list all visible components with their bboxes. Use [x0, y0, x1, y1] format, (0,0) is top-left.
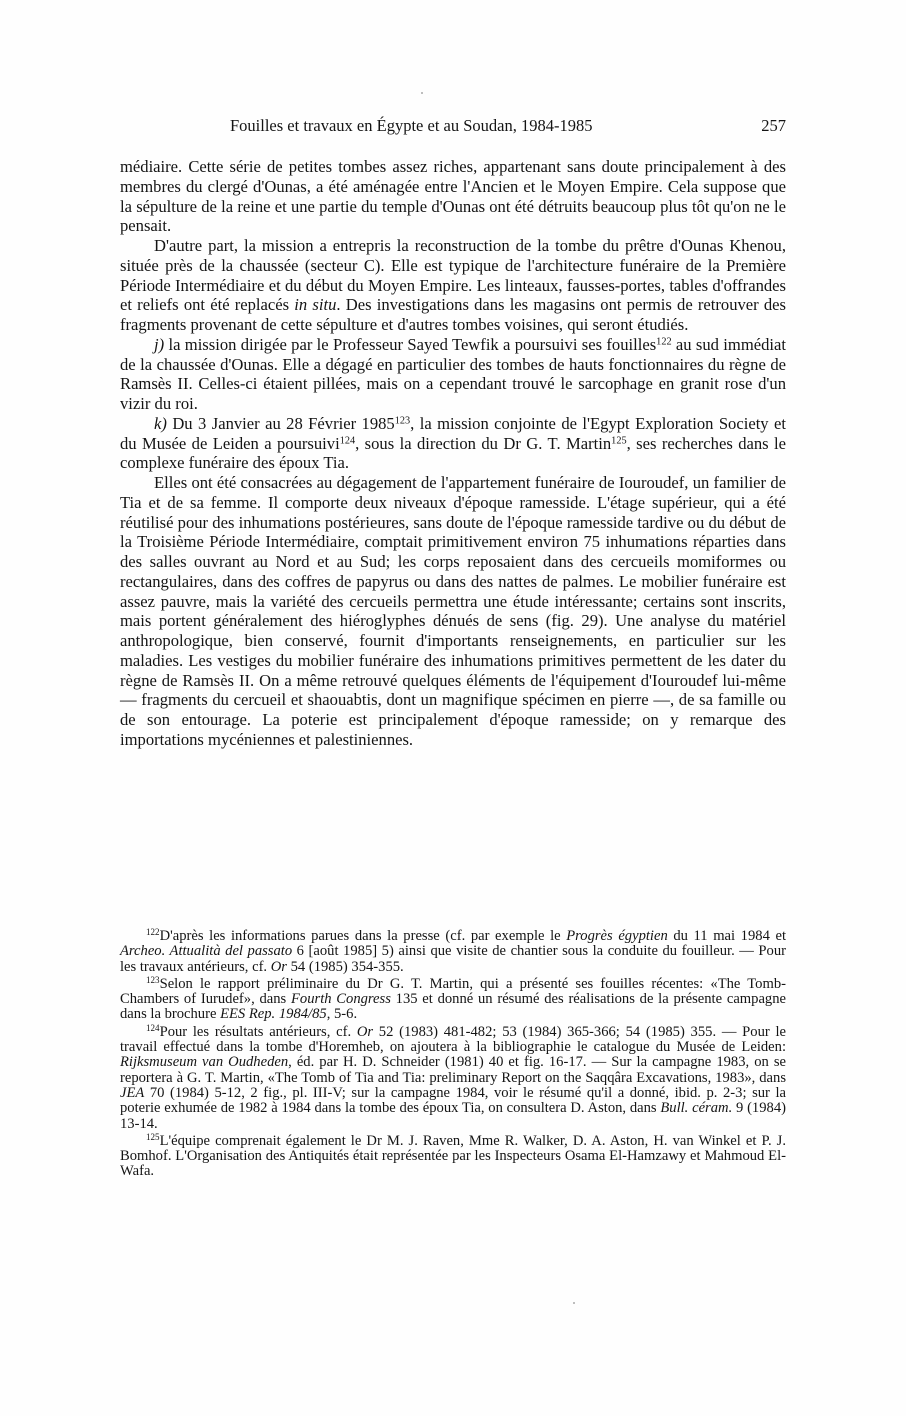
running-header [120, 116, 786, 138]
footnote-ref-123[interactable]: 123 [394, 415, 411, 427]
footnote-124 [120, 1022, 786, 1132]
footnote-number: 125 [146, 1131, 160, 1142]
footnote-number: 122 [146, 927, 160, 938]
scan-speck [573, 1302, 575, 1304]
paragraph-3 [120, 335, 786, 414]
page-number: 257 [761, 116, 786, 135]
footnote-ref-125[interactable]: 125 [611, 434, 627, 446]
italic-title: Or [270, 958, 287, 975]
footnote-number: 123 [146, 974, 160, 985]
running-title: Fouilles et travaux en Égypte et au Soudan, 1984-1985 [230, 116, 593, 135]
italic-title: Archeo. Attualità del passato [120, 943, 293, 960]
italic-title: Or [356, 1023, 374, 1040]
footnote-ref-122[interactable]: 122 [656, 336, 672, 348]
footnotes [120, 929, 786, 1182]
footnote-ref-124[interactable]: 124 [339, 434, 356, 446]
list-label: k) [154, 413, 167, 433]
paragraph-4 [120, 414, 786, 473]
text-run: D'autre part, la mission a entrepris la reconstruction de la tombe du prêtre d'Ounas Khenou, située près de la chaussée (secteur C). Elle est typique de l'architecture funéraire de la Première Période Intermédiaire et du début du Moyen Empire. Les linteaux, fausses-portes, tables d'offrandes et reliefs ont été replacés [120, 236, 786, 315]
text-run: D'après les informations parues dans la presse (cf. par exemple le [159, 928, 567, 944]
text-run: au sud immédiat de la chaussée d'Ounas. Elle a dégagé en particulier des tombes de hauts fonctionnaires du règne de Ramsès II. Celles-ci étaient pillées, mais on a cependant trouvé le sarcophage en granit rose d'un vizir du roi. [120, 334, 786, 413]
italic-title: Fourth Congress [291, 991, 391, 1008]
text-run: la mission dirigée par le Professeur Sayed Tewfik a poursuivi ses fouilles [164, 334, 657, 354]
text-run: Pour les résultats antérieurs, cf. [159, 1023, 357, 1040]
italic-title: EES Rep. 1984/85 [220, 1006, 327, 1023]
scan-speck [421, 92, 423, 94]
text-run: , sous la direction du Dr G. T. Martin [355, 433, 612, 453]
text-run: 54 (1985) 354-355. [286, 958, 404, 975]
text-run: Du 3 Janvier au 28 Février 1985 [166, 413, 395, 433]
paragraph-2 [120, 236, 786, 335]
text-run: , éd. par H. D. Schneider (1981) 40 et fig. 16-17. — Sur la campagne 1983, on se reportera à G. T. Martin, «The Tomb of Tia and Tia: preliminary Report on the Saqqâra Excavations, 1983», dans [120, 1054, 786, 1086]
footnote-125 [120, 1131, 786, 1180]
text-run: 9 (1984) 13-14. [120, 1100, 786, 1132]
footnote-122 [120, 929, 786, 975]
italic-title: Rijksmuseum van Oudheden [120, 1054, 289, 1071]
text-run: du 11 mai 1984 et [667, 928, 787, 944]
text-run: , ses recherches dans le complexe funéraire des époux Tia. [120, 433, 786, 473]
text-run: . Des investigations dans les magasins ont permis de retrouver des fragments provenant de cette sépulture et d'autres tombes voisines, qui seront étudiés. [120, 295, 786, 334]
list-label: j) [154, 334, 165, 354]
italic-term: in situ [294, 295, 337, 315]
paragraph-5: Elles ont été consacrées au dégagement de l'appartement funéraire de Iouroudef, un familier de Tia et de sa femme. Il comporte deux niveaux d'époque ramesside. L'étage supérieur, qui a été réutilisé pour des inhumations postérieures, sans doute de l'époque ramesside tardive ou du début de la Troisième Période Intermédiaire, comptait primitivement environ 75 inhumations réparties dans des salles ouvrant au Nord et au Sud; les corps reposaient dans des cercueils momiformes ou rectangulaires, dans des coffres de papyrus ou dans des nattes de palmes. Le mobilier funéraire est assez pauvre, mais la variété des cercueils permettra une étude intéressante; certains sont inscrits, mais portent généralement des hiéroglyphes dénués de sens (fig. 29). Une analyse du matériel anthropologique, bien conservé, fournit d'importants renseignements, en particulier sur les maladies. Les vestiges du mobilier funéraire des inhumations primitives permettent de les dater du règne de Ramsès II. On a même retrouvé quelques éléments de l'équipement d'Iouroudef lui-même — fragments du cercueil et shaouabtis, dont un magnifique spécimen en pierre —, de sa famille ou de son entourage. La poterie est principalement d'époque ramesside; on y remarque des importations mycéniennes et palestiniennes. [120, 473, 786, 749]
italic-title: Bull. céram. [660, 1100, 733, 1117]
text-run: 70 (1984) 5-12, 2 fig., pl. III-V; sur la campagne 1984, voir le résumé qu'il a donné, ibid. p. 2-3; sur la poterie exhumée de 1982 à 1984 dans la tombe des époux Tia, on consultera D. Aston, dans [120, 1084, 786, 1117]
text-run: , 5-6. [326, 1006, 358, 1023]
text-run: 52 (1983) 481-482; 53 (1984) 365-366; 54 (1985) 355. — Pour le travail effectué dans la tombe d'Horemheb, on ajoutera à la bibliographie le catalogue du Musée de Leiden: [120, 1023, 786, 1056]
footnote-123 [120, 974, 786, 1023]
text-run: , la mission conjointe de l'Egypt Exploration Society et du Musée de Leiden a poursuivi [120, 413, 787, 453]
italic-title: Progrès égyptien [566, 928, 668, 944]
text-run: L'équipe comprenait également le Dr M. J. Raven, Mme R. Walker, D. A. Aston, H. van Winkel et P. J. Bomhof. L'Organisation des Antiquités était représentée par les Inspecteurs Osama El-Hamzawy et Mahmoud El-Wafa. [120, 1132, 786, 1180]
main-text [120, 157, 786, 750]
text-run: 135 et donné un résumé des réalisations de la présente campagne dans la brochure [120, 991, 786, 1023]
footnote-number: 124 [146, 1022, 160, 1033]
text-run: 6 [août 1985] 5) ainsi que visite de chantier sous la conduite du fouilleur. — Pour les travaux antérieurs, cf. [120, 943, 786, 975]
italic-title: JEA [120, 1084, 145, 1101]
text-run: Selon le rapport préliminaire du Dr G. T. Martin, qui a présenté ses fouilles récentes: «The Tomb-Chambers of Iurudef», dans [120, 975, 786, 1008]
paragraph-1: médiaire. Cette série de petites tombes assez riches, appartenant sans doute principalement à des membres du clergé d'Ounas, a été aménagée entre l'Ancien et le Moyen Empire. Cela suppose que la sépulture de la reine et une partie du temple d'Ounas ont été détruits beaucoup plus tôt qu'on ne le pensait. [120, 157, 786, 236]
